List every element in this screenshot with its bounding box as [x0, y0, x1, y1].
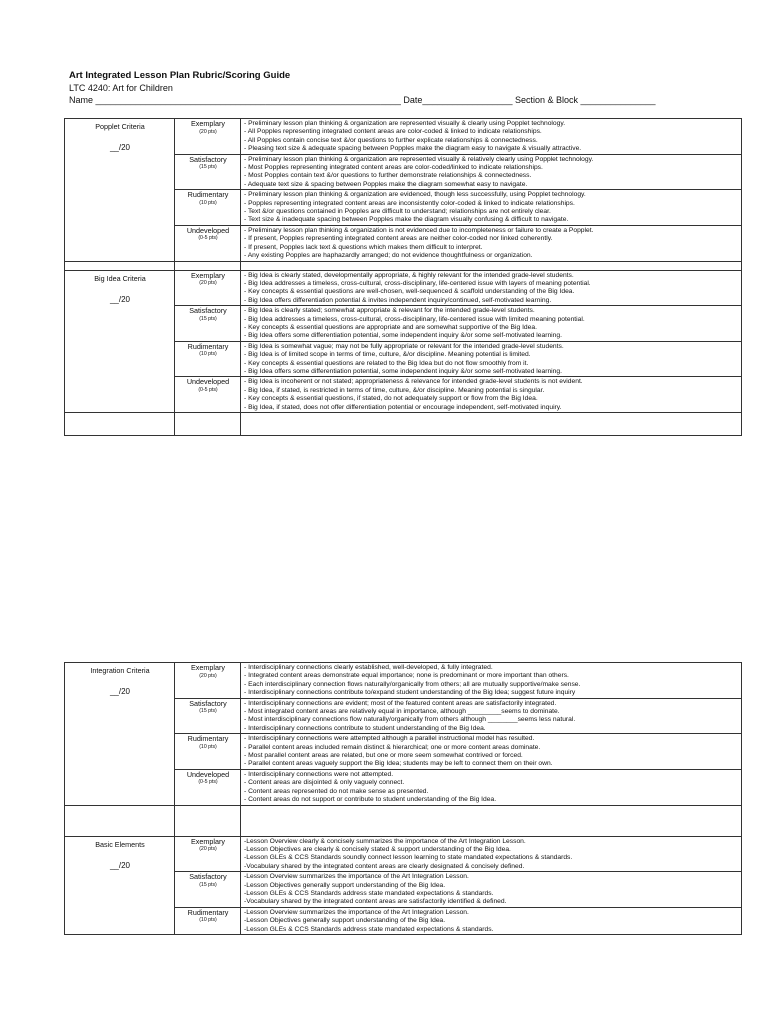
descriptor-line: - Content areas are disjointed & only vaguely connect.: [244, 779, 405, 787]
level-label: Exemplary: [191, 119, 225, 128]
descriptor-line: - Big Idea addresses a timeless, cross-cultural, cross-disciplinary, life-centered issue with limited meaning potential.: [244, 315, 585, 323]
level-label: Satisfactory: [189, 872, 227, 882]
level-points: (15 pts): [199, 708, 217, 715]
descriptor-cell: [241, 907, 742, 934]
descriptor-line: - Most Popples representing integrated content areas are color-coded/linked to indicate relationships.: [244, 164, 543, 172]
descriptor-line: -Lesson GLEs & CCS Standards soundly connect lesson learning to state mandated expectations & standards.: [244, 854, 573, 862]
level-points: (20 pts): [199, 128, 217, 135]
descriptor-line: - Most Popples contain text &/or questions to further demonstrate relationships & connectedness.: [244, 172, 532, 180]
descriptor-line: -Lesson Objectives generally support understanding of the Big Idea.: [244, 917, 446, 925]
level-points: (15 pts): [199, 164, 217, 171]
descriptor-line: - Interdisciplinary connections were attempted although a parallel instructional model has resulted.: [244, 735, 535, 743]
descriptor-cell: [241, 119, 742, 155]
descriptor-line: - Big Idea is clearly stated; somewhat appropriate & relevant for the intended grade-level students.: [244, 307, 535, 315]
course-label: LTC 4240: Art for Children: [69, 83, 173, 93]
criterion-cell: [65, 836, 175, 934]
descriptor-line: -Vocabulary shared by the integrated content areas are clearly designated & concisely defined.: [244, 862, 525, 870]
level-points: (10 pts): [199, 743, 217, 750]
rubric-table-page-1: [64, 118, 742, 436]
criterion-name: Basic Elements: [95, 839, 145, 849]
descriptor-line: - Interdisciplinary connections clearly established, well-developed, & fully integrated.: [244, 664, 493, 671]
descriptor-line: - Text size & inadequate spacing between Popples make the diagram visually confusing & difficult to navigate.: [244, 216, 569, 224]
level-label: Rudimentary: [187, 907, 229, 917]
descriptor-line: - Text &/or questions contained in Popples are difficult to understand; relationships are not entirely clear.: [244, 208, 551, 216]
descriptor-cell: [241, 306, 742, 342]
descriptor-line: - Integrated content areas demonstrate equal importance; none is predominant or more important than others.: [244, 672, 569, 680]
descriptor-line: - Big Idea offers differentiation potential & invites independent inquiry/continued, self-motivated learning.: [244, 296, 552, 304]
descriptor-line: -Lesson GLEs & CCS Standards address state mandated expectations & standards.: [244, 925, 494, 933]
level-cell: [175, 190, 241, 226]
level-cell: [175, 377, 241, 413]
criterion-name: Popplet Criteria: [95, 122, 145, 131]
descriptor-cell: [241, 734, 742, 770]
level-cell: [175, 663, 241, 699]
level-cell: [175, 154, 241, 190]
descriptor-line: -Lesson Overview summarizes the importance of the Art Integration Lesson.: [244, 908, 469, 916]
level-points: (0-5 pts): [198, 386, 218, 393]
descriptor-line: - Big Idea addresses a timeless, cross-cultural, cross-disciplinary, life-centered issue with layers of meaning potential.: [244, 279, 591, 287]
descriptor-cell: [241, 872, 742, 908]
descriptor-line: - All Popples representing integrated content areas are color-coded & linked to indicate relationships.: [244, 128, 542, 136]
descriptor-line: -Lesson Overview clearly & concisely summarizes the importance of the Art Integration Lesson.: [244, 837, 526, 845]
descriptor-line: - Key concepts & essential questions are well-chosen, well-sequenced & scaffold understanding of the Big Idea.: [244, 288, 575, 296]
level-cell: [175, 341, 241, 377]
level-label: Rudimentary: [187, 190, 229, 200]
rubric-row: [65, 119, 742, 155]
descriptor-line: - Big Idea offers some differentiation potential, some independent inquiry &/or some self-motivated learning.: [244, 332, 562, 340]
document-header: [69, 69, 709, 106]
criterion-score: __/20: [109, 860, 131, 870]
descriptor-line: - Big Idea is somewhat vague; may not be fully appropriate or relevant for the intended grade-level students.: [244, 342, 564, 350]
descriptor-line: - Preliminary lesson plan thinking & organization are represented visually & clearly using Popplet technology.: [244, 120, 566, 127]
level-cell: [175, 119, 241, 155]
descriptor-line: - Content areas do not support or contribute to student understanding of the Big Idea.: [244, 796, 497, 804]
descriptor-line: - Adequate text size & spacing between Popples make the diagram somewhat easy to navigate.: [244, 180, 528, 188]
level-label: Exemplary: [191, 270, 225, 280]
name-date-section-line: Name _____________________________________________________________ Date__________________ Section & Block _______________: [69, 95, 656, 105]
descriptor-line: - Interdisciplinary connections contribute to/expand student understanding of the Big Idea; suggest future inquiry: [244, 689, 576, 697]
level-label: Exemplary: [191, 836, 225, 846]
level-label: Exemplary: [191, 663, 225, 672]
descriptor-cell: [241, 377, 742, 413]
descriptor-line: - Big Idea is clearly stated, developmentally appropriate, & highly relevant for the intended grade-level students.: [244, 271, 574, 279]
descriptor-cell: [241, 769, 742, 805]
descriptor-line: - Preliminary lesson plan thinking & organization is not evidenced due to incompleteness or failure to create a Popplet.: [244, 226, 594, 234]
level-label: Satisfactory: [189, 698, 227, 708]
descriptor-line: -Lesson Objectives are clearly & concisely stated & support understanding of the Big Idea.: [244, 845, 511, 853]
descriptor-cell: [241, 270, 742, 306]
descriptor-cell: [241, 225, 742, 261]
descriptor-line: - Big Idea offers some differentiation potential, some independent inquiry &/or some self-motivated learning.: [244, 367, 562, 375]
empty-row: [65, 413, 742, 436]
descriptor-line: - Parallel content areas included remain distinct & hierarchical; one or more content areas dominate.: [244, 743, 541, 751]
descriptor-line: -Vocabulary shared by the integrated content areas are satisfactorily identified & defined.: [244, 898, 507, 906]
descriptor-cell: [241, 154, 742, 190]
level-cell: [175, 270, 241, 306]
descriptor-cell: [241, 663, 742, 699]
descriptor-line: - Pleasing text size & adequate spacing between Popples make the diagram easy to navigate & visually attractive.: [244, 145, 582, 153]
level-points: (20 pts): [199, 280, 217, 287]
criterion-cell: [65, 663, 175, 806]
descriptor-line: - Big Idea, if stated, does not offer differentiation potential or encourage independent, self-motivated inquiry.: [244, 403, 562, 411]
descriptor-line: - Key concepts & essential questions are related to the Big Idea but do not flow smoothly from it.: [244, 359, 529, 367]
level-cell: [175, 872, 241, 908]
level-points: (15 pts): [199, 315, 217, 322]
criterion-cell: [65, 270, 175, 413]
empty-row: [65, 805, 742, 836]
descriptor-line: - Big Idea is of limited scope in terms of time, culture, &/or discipline. Meaning potential is limited.: [244, 351, 531, 359]
criterion-name: Integration Criteria: [90, 666, 150, 675]
descriptor-line: - Big Idea, if stated, is restricted in terms of time, culture, &/or discipline. Meaning potential is singular.: [244, 386, 545, 394]
descriptor-line: - All Popples contain concise text &/or questions to further explicate relationships & connectedness.: [244, 136, 538, 144]
empty-row: [65, 261, 742, 270]
criterion-score: __/20: [109, 687, 131, 696]
descriptor-cell: [241, 698, 742, 734]
level-label: Rudimentary: [187, 341, 229, 351]
descriptor-line: - Interdisciplinary connections are evident; most of the featured content areas are satisfactorily integrated.: [244, 699, 557, 707]
rubric-table-page-2: [64, 662, 742, 935]
descriptor-line: - If present, Popples lack text & questions which makes them difficult to interpret.: [244, 243, 483, 251]
descriptor-cell: [241, 836, 742, 872]
descriptor-cell: [241, 190, 742, 226]
level-points: (15 pts): [199, 881, 217, 888]
descriptor-line: - Preliminary lesson plan thinking & organization are represented visually & relatively clearly using Popplet technology.: [244, 155, 594, 163]
descriptor-line: - Most integrated content areas are relatively equal in importance, although _________seems to dominate.: [244, 708, 560, 716]
level-cell: [175, 698, 241, 734]
descriptor-line: - Content areas represented do not make sense as presented.: [244, 787, 429, 795]
level-cell: [175, 836, 241, 872]
descriptor-line: - Key concepts & essential questions, if stated, do not adequately support or flow from the Big Idea.: [244, 395, 538, 403]
level-cell: [175, 734, 241, 770]
level-points: (0-5 pts): [198, 235, 218, 242]
rubric-row: [65, 663, 742, 699]
level-points: (0-5 pts): [198, 779, 218, 786]
criterion-name: Big Idea Criteria: [94, 273, 146, 283]
level-label: Undeveloped: [186, 769, 230, 779]
criterion-cell: [65, 119, 175, 262]
descriptor-line: - If present, Popples representing integrated content areas are neither color-coded nor linked coherently.: [244, 235, 553, 243]
level-points: (10 pts): [199, 351, 217, 358]
level-cell: [175, 306, 241, 342]
level-points: (10 pts): [199, 917, 217, 924]
rubric-row: [65, 836, 742, 872]
descriptor-line: - Interdisciplinary connections contribute to student understanding of the Big Idea.: [244, 724, 486, 732]
level-cell: [175, 769, 241, 805]
rubric-row: [65, 270, 742, 306]
level-label: Satisfactory: [189, 154, 227, 164]
descriptor-line: - Interdisciplinary connections were not attempted.: [244, 770, 394, 778]
descriptor-line: -Lesson GLEs & CCS Standards address state mandated expectations & standards.: [244, 889, 494, 897]
descriptor-line: -Lesson Objectives generally support understanding of the Big Idea.: [244, 881, 446, 889]
descriptor-line: - Preliminary lesson plan thinking & organization are evidenced, though less successfully, using Popplet technology.: [244, 191, 586, 199]
descriptor-line: - Any existing Popples are haphazardly arranged; do not evidence thoughtfulness or organization.: [244, 252, 533, 260]
level-points: (10 pts): [199, 199, 217, 206]
descriptor-line: - Parallel content areas vaguely support the Big Idea; students may be left to connect them on their own.: [244, 760, 553, 768]
descriptor-cell: [241, 341, 742, 377]
level-label: Undeveloped: [186, 225, 230, 235]
criterion-score: __/20: [109, 143, 131, 152]
level-label: Undeveloped: [186, 377, 230, 387]
descriptor-line: - Most interdisciplinary connections flow naturally/organically from others although ________seems less natural.: [244, 716, 576, 724]
document-title: Art Integrated Lesson Plan Rubric/Scoring Guide: [69, 70, 291, 81]
level-label: Satisfactory: [189, 306, 227, 316]
descriptor-line: - Each interdisciplinary connection flows naturally/organically from others; all are mutually supportive/make sense.: [244, 680, 581, 688]
level-points: (20 pts): [199, 672, 217, 679]
descriptor-line: - Big Idea is incoherent or not stated; appropriateness & relevance for intended grade-level students is not evident.: [244, 378, 583, 386]
descriptor-line: -Lesson Overview summarizes the importance of the Art Integration Lesson.: [244, 873, 469, 881]
descriptor-line: - Most parallel content areas are related, but one or more seem somewhat contrived or forced.: [244, 752, 523, 760]
level-points: (20 pts): [199, 846, 217, 853]
descriptor-line: - Key concepts & essential questions are appropriate and are somewhat supportive of the Big Idea.: [244, 323, 537, 331]
descriptor-line: - Popples representing integrated content areas are inconsistently color-coded & linked to indicate relationships.: [244, 199, 575, 207]
level-label: Rudimentary: [187, 734, 229, 744]
level-cell: [175, 907, 241, 934]
level-cell: [175, 225, 241, 261]
criterion-score: __/20: [109, 294, 131, 304]
